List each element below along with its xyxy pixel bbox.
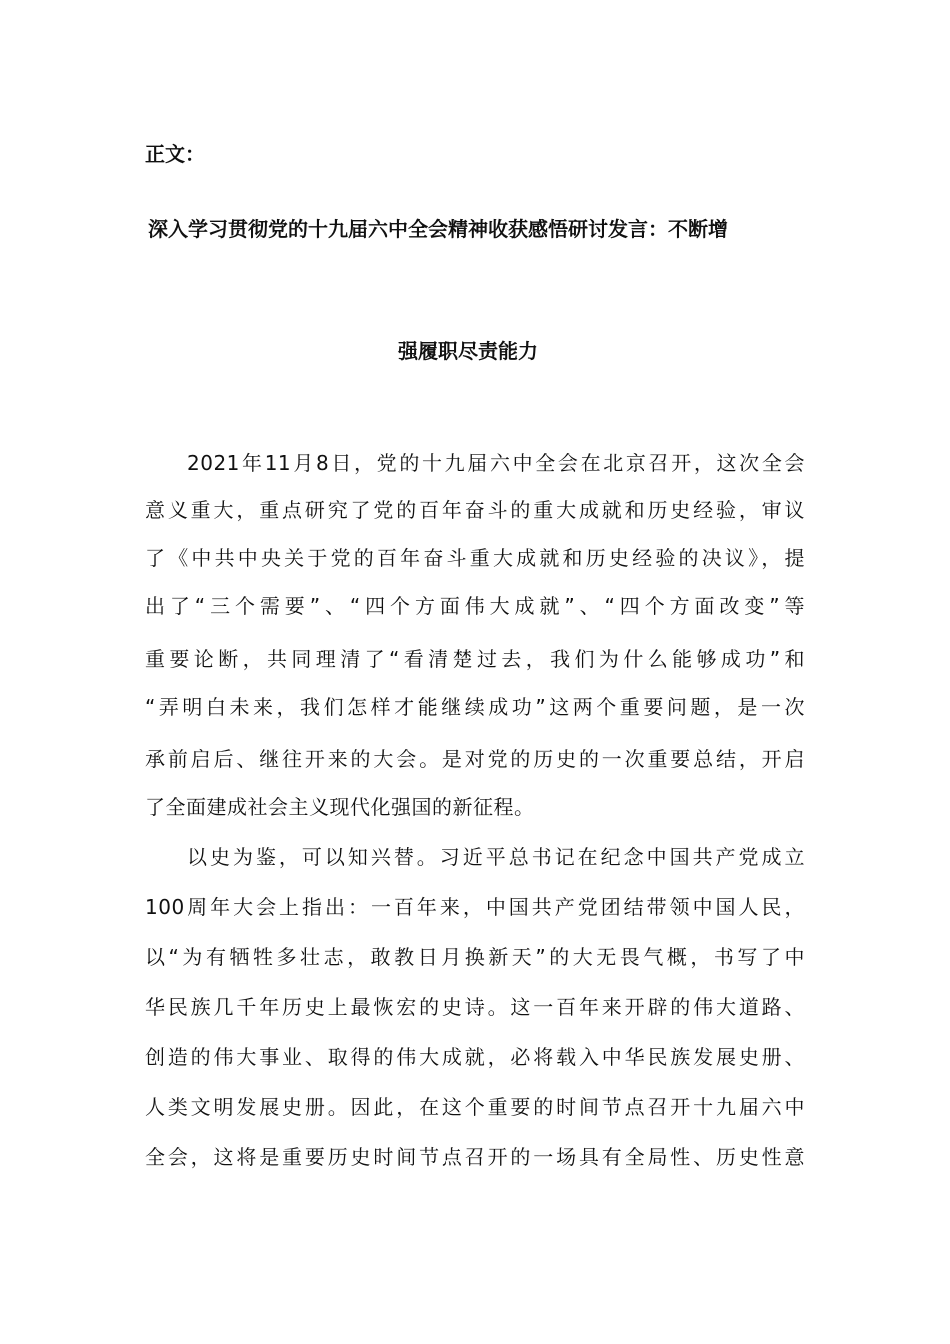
paragraph-1-line: 承前启后、继往开来的大会。是对党的历史的一次重要总结，开启 xyxy=(145,747,805,771)
paragraph-2-line: 以“为有牺牲多壮志，敢教日月换新天”的大无畏气概，书写了中 xyxy=(145,945,805,969)
section-label: 正文： xyxy=(145,142,205,166)
paragraph-1-line: 意义重大，重点研究了党的百年奋斗的重大成就和历史经验，审议 xyxy=(145,498,805,522)
paragraph-1-line: “弄明白未来，我们怎样才能继续成功”这两个重要问题，是一次 xyxy=(145,695,805,719)
paragraph-1-line: 2021年11月8日，党的十九届六中全会在北京召开，这次全会 xyxy=(187,451,805,475)
paragraph-2-line: 华民族几千年历史上最恢宏的史诗。这一百年来开辟的伟大道路、 xyxy=(145,995,805,1019)
paragraph-2-line: 100周年大会上指出：一百年来，中国共产党团结带领中国人民， xyxy=(145,895,805,919)
paragraph-2-line: 人类文明发展史册。因此，在这个重要的时间节点召开十九届六中 xyxy=(145,1095,805,1119)
paragraph-2-line: 以史为鉴，可以知兴替。习近平总书记在纪念中国共产党成立 xyxy=(187,845,805,869)
paragraph-2-line: 创造的伟大事业、取得的伟大成就，必将载入中华民族发展史册、 xyxy=(145,1045,805,1069)
paragraph-1-line: 重要论断，共同理清了“看清楚过去，我们为什么能够成功”和 xyxy=(145,647,805,671)
paragraph-2-line: 全会，这将是重要历史时间节点召开的一场具有全局性、历史性意 xyxy=(145,1145,805,1169)
document-title-line-2: 强履职尽责能力 xyxy=(398,339,538,363)
paragraph-1-line: 了全面建成社会主义现代化强国的新征程。 xyxy=(145,795,535,819)
document-title-line-1: 深入学习贯彻党的十九届六中全会精神收获感悟研讨发言：不断增 xyxy=(148,217,728,241)
paragraph-1-line: 出了“三个需要”、“四个方面伟大成就”、“四个方面改变”等 xyxy=(145,594,805,618)
paragraph-1-line: 了《中共中央关于党的百年奋斗重大成就和历史经验的决议》，提 xyxy=(145,546,805,570)
